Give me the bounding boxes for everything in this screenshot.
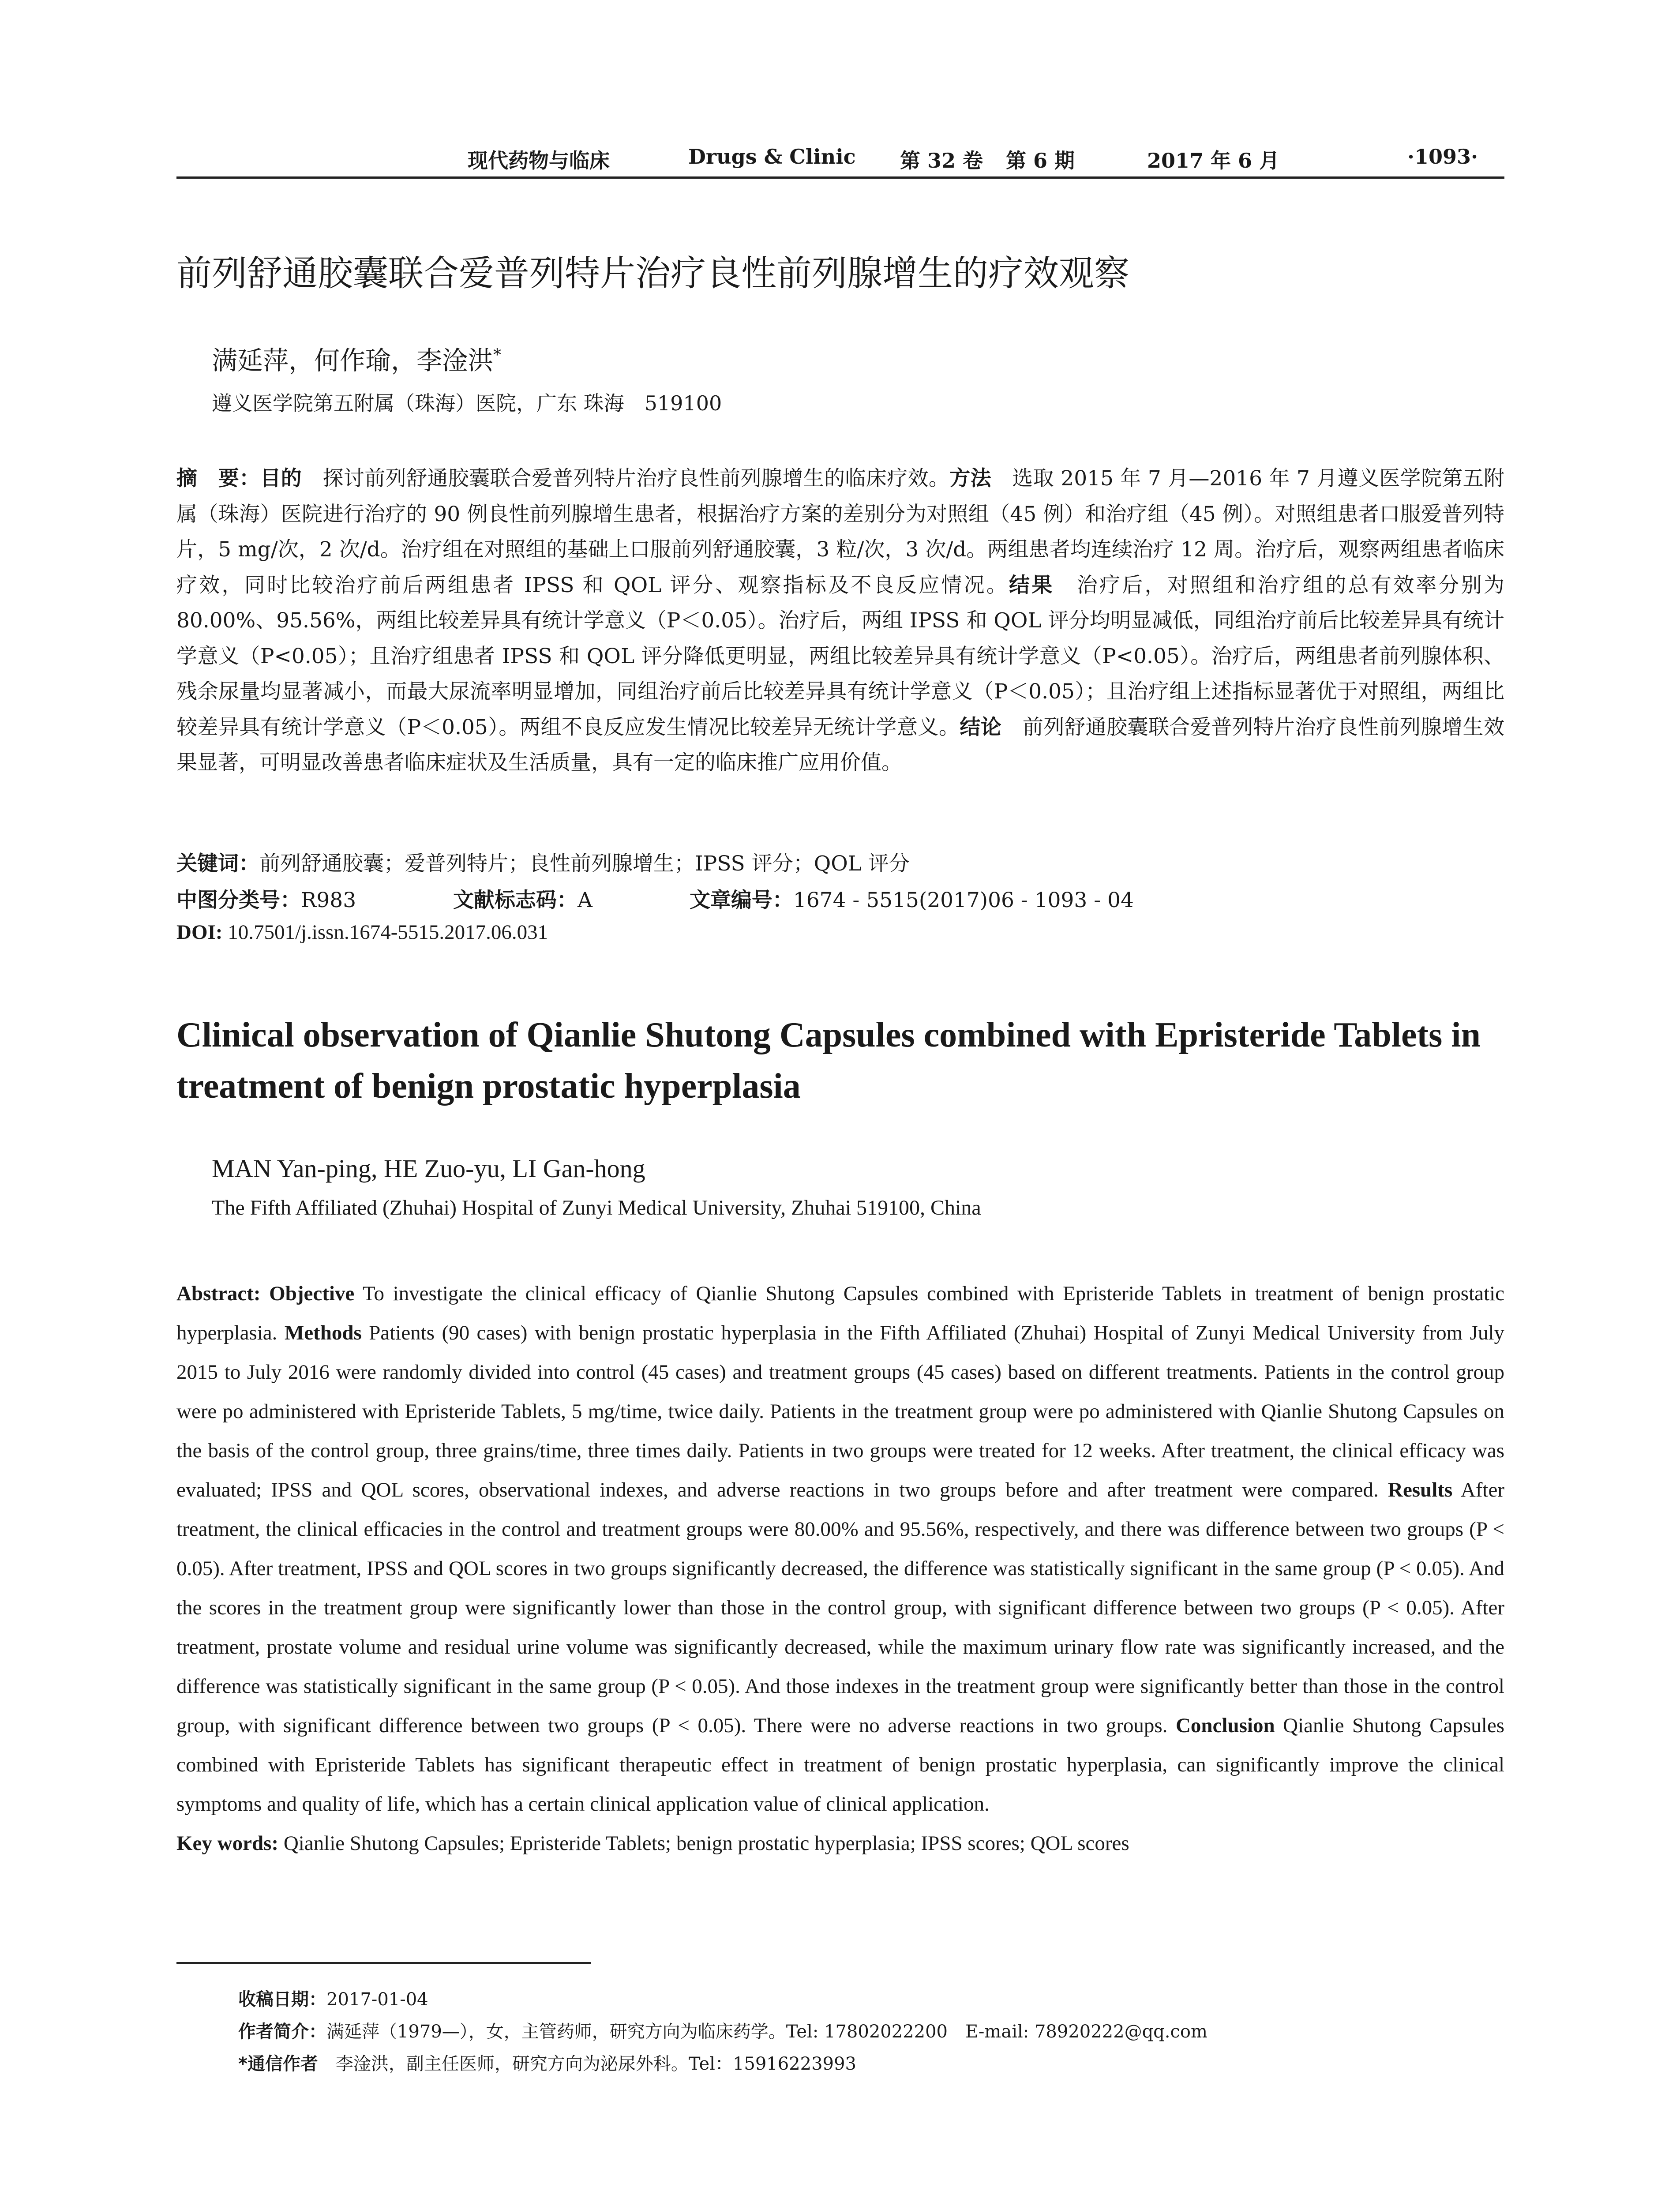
doi-value: 10.7501/j.issn.1674-5515.2017.06.031 <box>222 921 548 944</box>
results-text-en: After treatment, the clinical efficacies in the control and treatment groups were 80.00% and 95.56%, respectively, and there was difference between two groups (P < 0.05). After treatment, IPSS and QOL scores in two groups significantly decreased, the difference was statistically significant in the same group (P < 0.05). And the scores in the treatment group were significantly lower than those in the control group, with significant difference between two groups (P < 0.05). After treatment, prostate volume and residual urine volume was significantly decreased, while the maximum urinary flow rate was significantly increased, and the difference was statistically significant in the same group (P < 0.05). And those indexes in the treatment group were significantly better than those in the control group, with significant difference between two groups (P < 0.05). There were no adverse reactions in two groups. <box>176 1478 1504 1737</box>
conclusion-label-cn: 结论 <box>960 715 1002 739</box>
objective-text-cn: 探讨前列舒通胶囊联合爱普列特片治疗良性前列腺增生的临床疗效。 <box>302 466 950 491</box>
objective-label-cn: 目的 <box>260 466 302 491</box>
running-header <box>176 141 1504 179</box>
clc-value: R983 <box>301 888 356 912</box>
chinese-title: 前列舒通胶囊联合爱普列特片治疗良性前列腺增生的疗效观察 <box>176 253 1129 294</box>
chinese-authors <box>212 340 501 377</box>
results-label-cn: 结果 <box>1009 573 1054 597</box>
article-no-label: 文章编号： <box>689 888 793 912</box>
chinese-author-names: 满延萍，何作瑜，李淦洪 <box>212 345 494 375</box>
volume: 第 32 卷 <box>900 149 983 173</box>
objective-text-en: To investigate the clinical efficacy of Qianlie Shutong Capsules combined with Epristeride Tablets in treatment of benign prostatic hyperplasia. <box>176 1282 1504 1344</box>
english-title: Clinical observation of Qianlie Shutong Capsules combined with Epristeride Tablets in treatment of benign prostatic hyperplasia <box>176 1016 1481 1106</box>
author-bio-text: 满延萍（1979—），女，主管药师，研究方向为临床药学。Tel: 17802022200 E-mail: 78920222@qq.com <box>326 2022 1208 2042</box>
received-label: 收稿日期： <box>238 1989 326 2010</box>
results-text-cn: 治疗后，对照组和治疗组的总有效率分别为 80.00%、95.56%，两组比较差异具有统计学意义（P＜0.05）。治疗后，两组 IPSS 和 QOL 评分均明显减低，同组治疗前后比较差异具有统计学意义（P<0.05）；且治疗组患者 IPSS 和 QOL 评分降低更明显，两组比较差异具有统计学意义（P<0.05）。治疗后，两组患者前列腺体积、残余尿量均显著减小，而最大尿流率明显增加，同组治疗前后比较差异具有统计学意义（P＜0.05）；且治疗组上述指标显著优于对照组，两组比较差异具有统计学意义（P＜0.05）。两组不良反应发生情况比较差异无统计学意义。 <box>176 573 1505 739</box>
english-authors: MAN Yan-ping, HE Zuo-yu, LI Gan-hong <box>212 1154 645 1183</box>
classification-line <box>176 884 1134 913</box>
abstract-label-cn: 摘 要： <box>176 466 260 491</box>
methods-text-cn: 选取 2015 年 7 月—2016 年 7 月遵义医学院第五附属（珠海）医院进行治疗的 90 例良性前列腺增生患者，根据治疗方案的差别分为对照组（45 例）和治疗组（45 例）。对照组患者口服爱普列特片，5 mg/次，2 次/d。治疗组在对照组的基础上口服前列舒通胶囊，3 粒/次，3 次/d。两组患者均连续治疗 12 周。治疗后，观察两组患者临床疗效，同时比较治疗前后两组患者 IPSS 和 QOL 评分、观察指标及不良反应情况。 <box>176 466 1505 597</box>
doc-code-label: 文献标志码： <box>453 888 578 912</box>
english-affiliation: The Fifth Affiliated (Zhuhai) Hospital of Zunyi Medical University, Zhuhai 519100, China <box>212 1196 981 1219</box>
author-bio-label: 作者简介： <box>238 2022 326 2042</box>
clc-label: 中图分类号： <box>176 888 301 912</box>
keywords-label-en: Key words: <box>176 1832 279 1855</box>
footnote-divider <box>176 1962 591 1964</box>
doi-line <box>176 920 548 944</box>
methods-label-cn: 方法 <box>949 466 991 491</box>
page-number: ·1093· <box>1407 145 1478 169</box>
received-date <box>238 1985 428 2011</box>
author-bio <box>238 2018 1208 2043</box>
keywords-cn <box>176 847 910 877</box>
english-abstract <box>176 1274 1504 1863</box>
issue-date: 2017 年 6 月 <box>1147 149 1280 173</box>
keywords-text-en: Qianlie Shutong Capsules; Epristeride Tablets; benign prostatic hyperplasia; IPSS scores; QOL scores <box>278 1832 1129 1855</box>
conclusion-text-cn: 前列舒通胶囊联合爱普列特片治疗良性前列腺增生效果显著，可明显改善患者临床症状及生活质量，具有一定的临床推广应用价值。 <box>176 715 1505 775</box>
corresponding-mark: * <box>493 346 502 364</box>
received-value: 2017-01-04 <box>326 1989 428 2010</box>
corresponding-text: 李淦洪，副主任医师，研究方向为泌尿外科。Tel：15916223993 <box>318 2054 856 2074</box>
doi-label: DOI: <box>176 921 223 944</box>
keywords-label-cn: 关键词： <box>176 852 259 876</box>
conclusion-label-en: Conclusion <box>1175 1714 1275 1737</box>
corresponding-label: *通信作者 <box>238 2054 318 2074</box>
journal-name-en: Drugs & Clinic <box>688 145 856 169</box>
chinese-affiliation: 遵义医学院第五附属（珠海）医院，广东 珠海 519100 <box>212 391 722 415</box>
issue: 第 6 期 <box>1006 149 1075 173</box>
article-no-value: 1674 - 5515(2017)06 - 1093 - 04 <box>793 888 1134 912</box>
corresponding-author <box>238 2050 856 2075</box>
doc-code-value: A <box>578 888 592 912</box>
journal-name-cn: 现代药物与临床 <box>468 149 610 173</box>
methods-text-en: Patients (90 cases) with benign prostatic hyperplasia in the Fifth Affiliated (Zhuhai) Hospital of Zunyi Medical University from July 2015 to July 2016 were randomly divided into control (45 cases) and treatment groups (45 cases) based on different treatments. Patients in the control group were po administered with Epristeride Tablets, 5 mg/time, twice daily. Patients in the treatment group were po administered with Qianlie Shutong Capsules on the basis of the control group, three grains/time, three times daily. Patients in two groups were treated for 12 weeks. After treatment, the clinical efficacy was evaluated; IPSS and QOL scores, observational indexes, and adverse reactions in two groups before and after treatment were compared. <box>176 1321 1505 1501</box>
chinese-abstract <box>176 461 1504 781</box>
abstract-objective-label-en: Abstract: Objective <box>176 1282 355 1305</box>
results-label-en: Results <box>1388 1478 1453 1501</box>
keywords-text-cn: 前列舒通胶囊；爱普列特片；良性前列腺增生；IPSS 评分；QOL 评分 <box>259 852 910 876</box>
conclusion-text-en: Qianlie Shutong Capsules combined with Epristeride Tablets has significant therapeutic effect in treatment of benign prostatic hyperplasia, can significantly improve the clinical symptoms and quality of life, which has a certain clinical application value of clinical application. <box>176 1714 1505 1816</box>
methods-label-en: Methods <box>284 1321 362 1344</box>
